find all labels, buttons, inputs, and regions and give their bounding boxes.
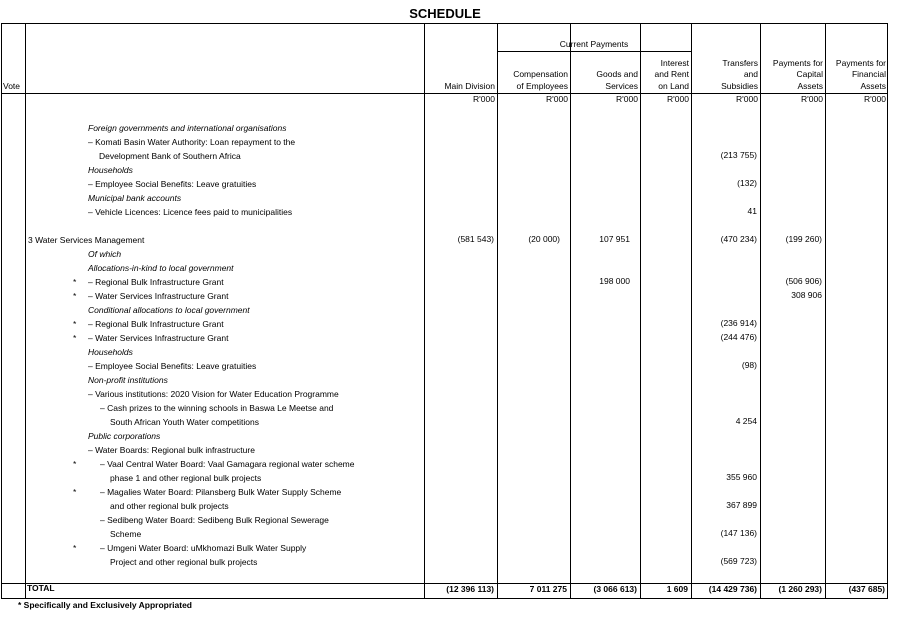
- column-header-line: Assets: [860, 80, 886, 91]
- appropriation-marker: *: [73, 487, 77, 497]
- current-payments-rule: [497, 51, 691, 52]
- cell-transfers: (98): [741, 360, 757, 370]
- cell-transfers: 367 899: [726, 500, 757, 510]
- column-header-transfers: [691, 58, 758, 93]
- column-header-line: Compensation: [513, 69, 568, 79]
- row-label: Project and other regional bulk projects: [110, 557, 258, 567]
- appropriation-marker: *: [73, 291, 77, 301]
- cell-transfers: (569 723): [720, 556, 757, 566]
- total-label: TOTAL: [27, 583, 55, 593]
- column-unit-comp: R'000: [546, 94, 568, 104]
- cell-transfers: (470 234): [720, 234, 757, 244]
- row-label: – Vaal Central Water Board: Vaal Gamagara regional water scheme: [100, 459, 355, 469]
- cell-capital: 308 906: [791, 290, 822, 300]
- column-header-line: Transfers: [722, 57, 758, 68]
- col-divider: [760, 23, 761, 599]
- row-label: – Komati Basin Water Authority: Loan repayment to the: [88, 137, 296, 147]
- col-divider: [424, 23, 425, 599]
- column-header-goods: [570, 69, 638, 92]
- column-header-financial: [825, 58, 886, 93]
- row-label: Development Bank of Southern Africa: [99, 151, 241, 161]
- row-label: Public corporations: [88, 431, 161, 441]
- appropriation-marker: *: [73, 277, 77, 287]
- row-label: – Employee Social Benefits: Leave gratuities: [88, 361, 257, 371]
- total-capital: (1 260 293): [778, 584, 822, 594]
- row-label: Scheme: [110, 529, 142, 539]
- row-label: – Sedibeng Water Board: Sedibeng Bulk Regional Sewerage: [100, 515, 329, 525]
- row-label: – Regional Bulk Infrastructure Grant: [88, 319, 224, 329]
- cell-capital: (199 260): [785, 234, 822, 244]
- col-divider: [497, 23, 498, 599]
- col-divider: [640, 23, 641, 599]
- page-title: SCHEDULE: [409, 6, 481, 21]
- cell-transfers: (244 476): [720, 332, 757, 342]
- cell-main: (581 543): [457, 234, 494, 244]
- column-header-line: of Employees: [516, 80, 568, 91]
- row-label: – Cash prizes to the winning schools in Baswa Le Meetse and: [100, 403, 334, 413]
- cell-transfers: 41: [747, 206, 757, 216]
- total-goods: (3 066 613): [593, 584, 637, 594]
- column-unit-capital: R'000: [801, 94, 823, 104]
- vote-header: Vote: [3, 81, 21, 91]
- cell-transfers: 355 960: [726, 472, 757, 482]
- row-label: and other regional bulk projects: [110, 501, 229, 511]
- column-header-main: [424, 81, 495, 93]
- cell-transfers: 4 254: [735, 416, 757, 426]
- cell-goods: 198 000: [599, 276, 630, 286]
- column-header-line: Financial: [851, 69, 886, 79]
- col-divider: [691, 23, 692, 599]
- cell-transfers: (236 914): [720, 318, 757, 328]
- row-label: phase 1 and other regional bulk projects: [110, 473, 262, 483]
- row-label: Households: [88, 347, 133, 357]
- total-financial: (437 685): [848, 584, 885, 594]
- cell-goods: 107 951: [599, 234, 630, 244]
- row-label: Non-profit institutions: [88, 375, 168, 385]
- column-header-capital: [760, 58, 823, 93]
- footnote: * Specifically and Exclusively Appropriated: [18, 600, 192, 610]
- column-header-line: Subsidies: [721, 80, 758, 91]
- cell-transfers: (213 755): [720, 150, 757, 160]
- column-header-line: Payments for: [835, 57, 886, 68]
- column-unit-financial: R'000: [864, 94, 886, 104]
- appropriation-marker: *: [73, 543, 77, 553]
- appropriation-marker: *: [73, 333, 77, 343]
- column-unit-transfers: R'000: [736, 94, 758, 104]
- column-header-line: Assets: [797, 80, 823, 91]
- column-header-line: Main Division: [444, 80, 495, 91]
- row-label: – Umgeni Water Board: uMkhomazi Bulk Water Supply: [100, 543, 307, 553]
- row-label: Foreign governments and international organisations: [88, 123, 287, 133]
- row-label: – Water Boards: Regional bulk infrastructure: [88, 445, 255, 455]
- column-header-line: Interest: [660, 57, 689, 68]
- col-divider: [25, 23, 26, 599]
- column-header-line: Services: [605, 80, 638, 91]
- column-header-line: and: [743, 69, 758, 79]
- row-label: – Vehicle Licences: Licence fees paid to municipalities: [88, 207, 293, 217]
- row-label: South African Youth Water competitions: [110, 417, 259, 427]
- current-payments-header: Current Payments: [559, 39, 629, 49]
- cell-capital: (506 906): [785, 276, 822, 286]
- column-header-line: on Land: [658, 80, 689, 91]
- column-unit-main: R'000: [473, 94, 495, 104]
- total-interest: 1 609: [666, 584, 688, 594]
- column-unit-goods: R'000: [616, 94, 638, 104]
- total-transfers: (14 429 736): [708, 584, 757, 594]
- row-label: – Various institutions: 2020 Vision for Water Education Programme: [88, 389, 339, 399]
- column-unit-interest: R'000: [667, 94, 689, 104]
- row-label: – Regional Bulk Infrastructure Grant: [88, 277, 224, 287]
- col-divider: [570, 23, 571, 599]
- column-header-line: Capital: [796, 69, 823, 79]
- row-label: – Employee Social Benefits: Leave gratuities: [88, 179, 257, 189]
- total-comp: 7 011 275: [529, 584, 567, 594]
- column-header-line: Payments for: [772, 57, 823, 68]
- row-label: Households: [88, 165, 133, 175]
- row-label: – Water Services Infrastructure Grant: [88, 291, 229, 301]
- cell-transfers: (132): [737, 178, 757, 188]
- column-header-interest: [640, 58, 689, 93]
- cell-comp: (20 000): [528, 234, 560, 244]
- row-label: Allocations-in-kind to local government: [88, 263, 234, 273]
- appropriation-marker: *: [73, 459, 77, 469]
- total-main: (12 396 113): [446, 584, 494, 594]
- row-label: Municipal bank accounts: [88, 193, 182, 203]
- column-header-line: and Rent: [654, 69, 689, 79]
- row-label: Conditional allocations to local government: [88, 305, 250, 315]
- row-label: – Water Services Infrastructure Grant: [88, 333, 229, 343]
- row-label: Of which: [88, 249, 122, 259]
- row-label: – Magalies Water Board: Pilansberg Bulk Water Supply Scheme: [100, 487, 342, 497]
- cell-transfers: (147 136): [720, 528, 757, 538]
- column-header-line: Goods and: [596, 69, 638, 79]
- row-label: 3 Water Services Management: [28, 235, 145, 245]
- col-divider: [825, 23, 826, 599]
- appropriation-marker: *: [73, 319, 77, 329]
- column-header-comp: [497, 69, 568, 92]
